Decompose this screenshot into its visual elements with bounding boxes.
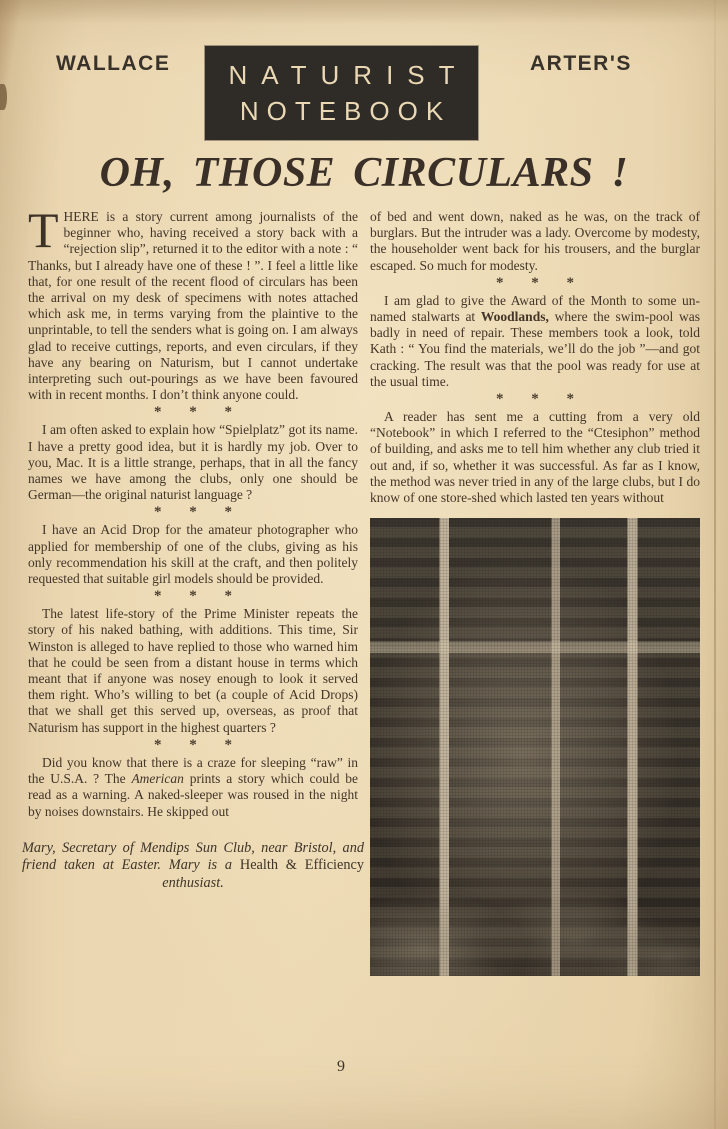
paragraph-text: HERE is a story current among journalists of the beginner who, having received a story back with a “rejection slip”, returned it to the editor with a note : “ Thanks, but I already have one of these ! ”. I feel a little like that, for one result of the recent flood of circulars has been the arrival on my desk of specimens with notes attached which ask me, in terms varying from the plaintive to the unprintable, to tell the senders what is going on. I am always glad to receive cuttings, reports, and even circulars, if they have any bearing on Naturism, but I cannot undertake interpreting such out-pourings as we have been favoured with in recent months. I don’t think anyone could. [28, 209, 358, 403]
paragraph-award-of-the-month [370, 293, 700, 390]
bold-club-name: Woodlands, [480, 309, 549, 325]
page-number: 9 [337, 1058, 345, 1075]
section-separator: * * * [154, 588, 244, 605]
paragraph-sleeping-raw [28, 755, 358, 820]
page-edge-line [714, 0, 716, 1129]
section-separator: * * * [496, 274, 586, 291]
caption-italic-text: Mary, Secretary of Mendips Sun Club, near Bristol, and friend taken at Easter. Mary is a [22, 839, 364, 874]
paragraph-text: prints a story which could be read as a warning. A naked-sleeper was roused in the night by noises downstairs. He skipped out [28, 771, 358, 819]
paragraph-there-is-a-story [28, 202, 358, 403]
section-separator: * * * [154, 504, 244, 521]
photograph [370, 518, 700, 976]
right-column [370, 209, 700, 976]
paragraph-text: I am glad to give the Award of the Month to some un-named stalwarts at [370, 292, 700, 325]
paragraph-spielplatz: I am often asked to explain how “Spielplatz” got its name. I have a pretty good idea, but it is hardly my job. Over to you, Mac. It is a little strange, perhaps, that in all the fancy names we have among the clubs, only one should be German—the original naturist language ? [28, 422, 358, 503]
paragraph-acid-drop: I have an Acid Drop for the amateur photographer who applied for membership of one of the clubs, giving as his only recommendation his skill at the craft, and then politely requested that suitable girl models should be provided. [28, 522, 358, 587]
caption-italic-text: enthusiast. [162, 874, 224, 891]
paragraph-prime-minister: The latest life-story of the Prime Minister repeats the story of his naked bathing, with additions. This time, Sir Winston is alleged to have replied to those who warned him that he could be seen from a distant house in terms which meant that if anyone was nosey enough to look it served them right. Who’s willing to bet (a couple of Acid Drops) that we shall get this served up, overseas, as proof that Naturism has support in the highest quarters ? [28, 606, 358, 735]
left-column [22, 202, 364, 976]
photo-caption [22, 840, 364, 893]
byline-first-name: WALLACE [56, 52, 171, 75]
naturist-notebook-logo [205, 46, 478, 140]
section-separator: * * * [496, 391, 586, 408]
byline-last-name: ARTER'S [530, 52, 632, 75]
paragraph-text: Did you know that there is a craze for sleeping “raw” in the U.S.A. ? The [28, 754, 358, 787]
section-separator: * * * [154, 404, 244, 421]
paragraph-burglar-continuation: of bed and went down, naked as he was, on the track of burglars. But the intruder was a lady. Overcome by modesty, the householder went back for his trousers, and the burglar escaped. So much for modesty. [370, 209, 700, 273]
paragraph-ctesiphon: A reader has sent me a cutting from a very old “Notebook” in which I referred to the “Ctesiphon” method of building, and asks me to tell him whether any club tried it out and, if so, whether it was successful. As far as I know, the method was never tried in any of the large clubs, but I do know of one store-shed which lasted ten years without [370, 409, 700, 506]
article-body [0, 196, 728, 976]
page-header [0, 0, 728, 140]
italic-word: American [131, 771, 184, 787]
article-title: OH, THOSE CIRCULARS ! [99, 150, 629, 196]
logo-line-1: NATURIST [228, 59, 469, 90]
caption-magazine-name: Health & Efficiency [239, 857, 364, 874]
logo-line-2: NOTEBOOK [239, 95, 452, 126]
paragraph-text: where the swim-pool was badly in need of repair. These members took a look, told Kath : “ You find the materials, we’ll do the job ”—and got cracking. The result was that the pool was ready for use at the usual time. [370, 309, 700, 389]
section-separator: * * * [154, 736, 244, 753]
drop-cap: T [28, 202, 59, 258]
